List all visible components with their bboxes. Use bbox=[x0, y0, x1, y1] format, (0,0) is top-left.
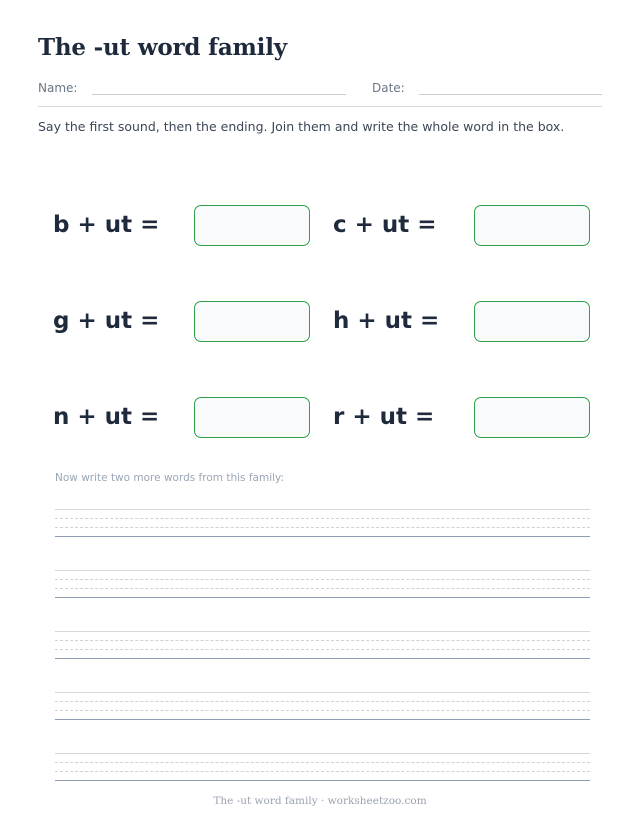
name-label: Name: bbox=[38, 81, 78, 95]
equation-r-ut: r + ut = bbox=[333, 404, 435, 430]
equation-b-ut: b + ut = bbox=[53, 212, 160, 238]
writing-line-top bbox=[55, 570, 590, 571]
writing-line-mid bbox=[55, 579, 590, 580]
answer-box-b-ut[interactable] bbox=[194, 205, 310, 246]
writing-line-top bbox=[55, 692, 590, 693]
writing-line-base bbox=[55, 597, 590, 598]
date-label: Date: bbox=[372, 81, 405, 95]
answer-box-c-ut[interactable] bbox=[474, 205, 590, 246]
writing-line-mid bbox=[55, 762, 590, 763]
writing-line-mid bbox=[55, 588, 590, 589]
instructions: Say the first sound, then the ending. Join them and write the whole word in the box. bbox=[38, 119, 565, 134]
writing-line-mid bbox=[55, 649, 590, 650]
writing-prompt: Now write two more words from this family: bbox=[55, 472, 285, 484]
writing-line-top bbox=[55, 753, 590, 754]
equation-g-ut: g + ut = bbox=[53, 308, 160, 334]
name-field[interactable] bbox=[92, 94, 346, 95]
worksheet-title: The -ut word family bbox=[38, 34, 287, 61]
equation-n-ut: n + ut = bbox=[53, 404, 160, 430]
writing-line-mid bbox=[55, 710, 590, 711]
writing-line-base bbox=[55, 719, 590, 720]
footer: The -ut word family · worksheetzoo.com bbox=[213, 795, 427, 807]
equation-h-ut: h + ut = bbox=[333, 308, 440, 334]
answer-box-r-ut[interactable] bbox=[474, 397, 590, 438]
writing-line-mid bbox=[55, 701, 590, 702]
writing-line-mid bbox=[55, 527, 590, 528]
writing-line-base bbox=[55, 536, 590, 537]
answer-box-g-ut[interactable] bbox=[194, 301, 310, 342]
writing-line-top bbox=[55, 509, 590, 510]
equation-c-ut: c + ut = bbox=[333, 212, 437, 238]
writing-line-base bbox=[55, 780, 590, 781]
writing-line-mid bbox=[55, 640, 590, 641]
writing-line-top bbox=[55, 631, 590, 632]
writing-line-base bbox=[55, 658, 590, 659]
writing-line-mid bbox=[55, 518, 590, 519]
answer-box-h-ut[interactable] bbox=[474, 301, 590, 342]
writing-line-mid bbox=[55, 771, 590, 772]
answer-box-n-ut[interactable] bbox=[194, 397, 310, 438]
header-divider bbox=[38, 106, 602, 107]
date-field[interactable] bbox=[419, 94, 602, 95]
